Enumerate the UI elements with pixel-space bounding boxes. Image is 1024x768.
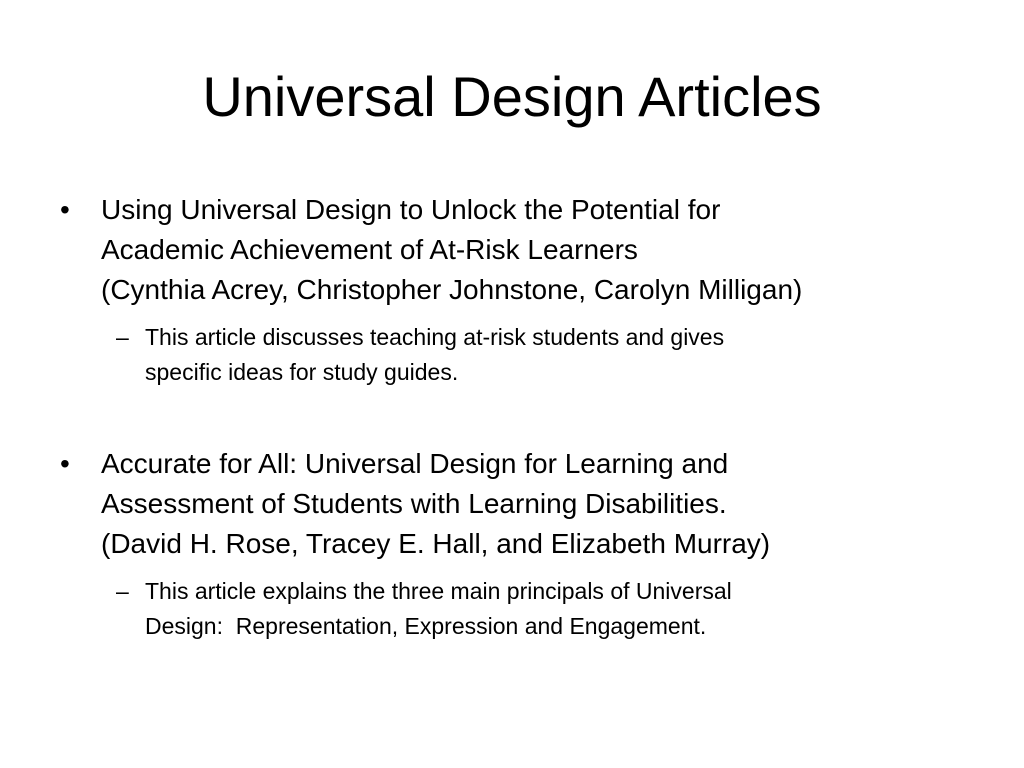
article-authors-line: (Cynthia Acrey, Christopher Johnstone, Carolyn Milligan) (101, 274, 803, 305)
article-description (145, 574, 985, 644)
article-title-line: Academic Achievement of At-Risk Learners (101, 234, 638, 265)
slide-title: Universal Design Articles (202, 65, 822, 128)
article-title-citation (101, 190, 981, 310)
description-line: This article explains the three main principals of Universal (145, 578, 732, 604)
article-title-line: Accurate for All: Universal Design for Learning and (101, 448, 729, 479)
sub-bullet-marker: – (116, 324, 129, 350)
bullet-marker: • (60, 448, 70, 479)
bullet-list (0, 190, 1024, 698)
bullet-item-2 (0, 444, 1024, 644)
bullet-marker: • (60, 194, 70, 225)
article-title-line: Using Universal Design to Unlock the Potential for (101, 194, 721, 225)
article-description (145, 320, 985, 390)
article-authors-line: (David H. Rose, Tracey E. Hall, and Elizabeth Murray) (101, 528, 771, 559)
sub-bullet-marker: – (116, 578, 129, 604)
description-line: specific ideas for study guides. (145, 359, 459, 385)
bullet-item-1 (0, 190, 1024, 390)
article-title-citation (101, 444, 981, 564)
sub-bullet-item (0, 320, 1024, 390)
article-title-line: Assessment of Students with Learning Disabilities. (101, 488, 727, 519)
description-line: This article discusses teaching at-risk students and gives (145, 324, 725, 350)
description-line: Design: Representation, Expression and Engagement. (145, 613, 707, 639)
sub-bullet-item (0, 574, 1024, 644)
